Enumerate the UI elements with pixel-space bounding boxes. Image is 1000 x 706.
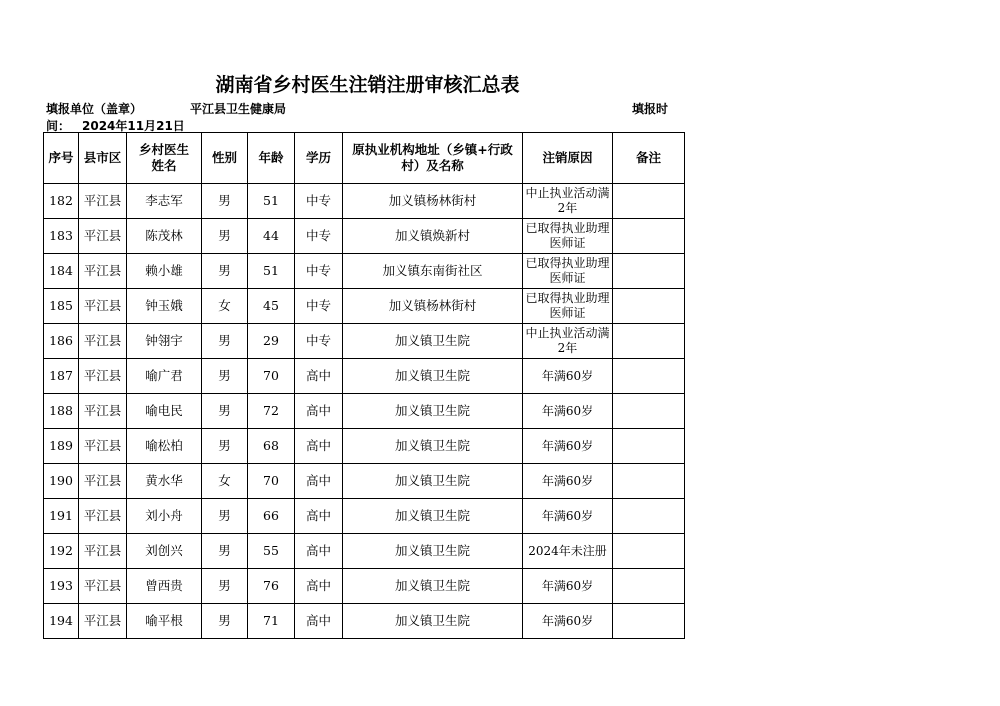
cell-address: 加义镇卫生院 — [343, 429, 523, 464]
cell-name: 曾西贵 — [127, 569, 202, 604]
table-row — [44, 604, 685, 639]
cell-reason: 年满60岁 — [523, 359, 613, 394]
cell-gender: 男 — [202, 254, 248, 289]
document-title: 湖南省乡村医生注销注册审核汇总表 — [215, 74, 520, 96]
cell-reason: 年满60岁 — [523, 464, 613, 499]
header-county: 县市区 — [79, 133, 127, 184]
cell-reason: 中止执业活动满2年 — [523, 184, 613, 219]
cell-remark — [613, 464, 685, 499]
cell-reason: 中止执业活动满2年 — [523, 324, 613, 359]
summary-table — [43, 132, 685, 639]
cell-seq: 185 — [44, 289, 79, 324]
cell-seq: 188 — [44, 394, 79, 429]
cell-gender: 男 — [202, 499, 248, 534]
unit-label: 填报单位（盖章） — [46, 102, 143, 116]
cell-age: 72 — [248, 394, 295, 429]
cell-education: 高中 — [295, 534, 343, 569]
table-row — [44, 289, 685, 324]
table-row — [44, 219, 685, 254]
header-reason: 注销原因 — [523, 133, 613, 184]
cell-education: 高中 — [295, 499, 343, 534]
cell-gender: 女 — [202, 289, 248, 324]
table-row — [44, 184, 685, 219]
cell-education: 中专 — [295, 254, 343, 289]
cell-reason: 年满60岁 — [523, 569, 613, 604]
header-seq: 序号 — [44, 133, 79, 184]
cell-county: 平江县 — [79, 254, 127, 289]
cell-address: 加义镇卫生院 — [343, 464, 523, 499]
cell-gender: 男 — [202, 359, 248, 394]
cell-address: 加义镇杨林街村 — [343, 184, 523, 219]
cell-gender: 女 — [202, 464, 248, 499]
cell-age: 71 — [248, 604, 295, 639]
cell-seq: 194 — [44, 604, 79, 639]
cell-education: 高中 — [295, 394, 343, 429]
cell-reason: 已取得执业助理医师证 — [523, 254, 613, 289]
cell-remark — [613, 604, 685, 639]
cell-address: 加义镇东南街社区 — [343, 254, 523, 289]
time-label-part1: 填报时 — [632, 102, 669, 116]
table-row — [44, 534, 685, 569]
cell-county: 平江县 — [79, 219, 127, 254]
cell-education: 中专 — [295, 219, 343, 254]
cell-gender: 男 — [202, 569, 248, 604]
cell-address: 加义镇卫生院 — [343, 569, 523, 604]
cell-gender: 男 — [202, 219, 248, 254]
cell-county: 平江县 — [79, 464, 127, 499]
cell-address: 加义镇卫生院 — [343, 394, 523, 429]
cell-age: 76 — [248, 569, 295, 604]
cell-name: 刘小舟 — [127, 499, 202, 534]
cell-seq: 187 — [44, 359, 79, 394]
cell-address: 加义镇卫生院 — [343, 604, 523, 639]
cell-county: 平江县 — [79, 499, 127, 534]
cell-county: 平江县 — [79, 604, 127, 639]
header-remark: 备注 — [613, 133, 685, 184]
cell-education: 高中 — [295, 604, 343, 639]
cell-county: 平江县 — [79, 324, 127, 359]
cell-name: 李志军 — [127, 184, 202, 219]
cell-county: 平江县 — [79, 534, 127, 569]
cell-remark — [613, 219, 685, 254]
cell-seq: 190 — [44, 464, 79, 499]
cell-name: 喻广君 — [127, 359, 202, 394]
cell-address: 加义镇杨林街村 — [343, 289, 523, 324]
cell-seq: 184 — [44, 254, 79, 289]
table-row — [44, 569, 685, 604]
cell-county: 平江县 — [79, 569, 127, 604]
cell-gender: 男 — [202, 604, 248, 639]
cell-name: 赖小雄 — [127, 254, 202, 289]
table-row — [44, 499, 685, 534]
table-header-row — [44, 133, 685, 184]
cell-education: 高中 — [295, 359, 343, 394]
cell-name: 喻松柏 — [127, 429, 202, 464]
cell-seq: 183 — [44, 219, 79, 254]
table-row — [44, 359, 685, 394]
cell-address: 加义镇卫生院 — [343, 324, 523, 359]
table-body — [44, 184, 685, 639]
table-row — [44, 429, 685, 464]
cell-gender: 男 — [202, 534, 248, 569]
cell-name: 陈茂林 — [127, 219, 202, 254]
cell-county: 平江县 — [79, 359, 127, 394]
cell-county: 平江县 — [79, 429, 127, 464]
cell-remark — [613, 359, 685, 394]
date-value: 2024年11月21日 — [82, 119, 185, 133]
cell-county: 平江县 — [79, 394, 127, 429]
cell-education: 高中 — [295, 464, 343, 499]
cell-age: 51 — [248, 254, 295, 289]
cell-gender: 男 — [202, 324, 248, 359]
cell-remark — [613, 499, 685, 534]
time-label-part2: 间： — [46, 119, 71, 133]
cell-name: 钟翎宇 — [127, 324, 202, 359]
cell-education: 高中 — [295, 429, 343, 464]
cell-age: 70 — [248, 359, 295, 394]
cell-seq: 182 — [44, 184, 79, 219]
cell-seq: 189 — [44, 429, 79, 464]
cell-county: 平江县 — [79, 289, 127, 324]
cell-name: 喻平根 — [127, 604, 202, 639]
cell-reason: 年满60岁 — [523, 394, 613, 429]
cell-age: 51 — [248, 184, 295, 219]
table-row — [44, 324, 685, 359]
header-education: 学历 — [295, 133, 343, 184]
cell-remark — [613, 429, 685, 464]
cell-name: 刘创兴 — [127, 534, 202, 569]
cell-remark — [613, 569, 685, 604]
cell-gender: 男 — [202, 394, 248, 429]
cell-name: 喻电民 — [127, 394, 202, 429]
cell-reason: 已取得执业助理医师证 — [523, 219, 613, 254]
cell-address: 加义镇焕新村 — [343, 219, 523, 254]
cell-remark — [613, 324, 685, 359]
cell-remark — [613, 289, 685, 324]
cell-remark — [613, 184, 685, 219]
cell-county: 平江县 — [79, 184, 127, 219]
cell-reason: 2024年未注册 — [523, 534, 613, 569]
cell-name: 黄水华 — [127, 464, 202, 499]
cell-age: 68 — [248, 429, 295, 464]
cell-age: 45 — [248, 289, 295, 324]
cell-gender: 男 — [202, 184, 248, 219]
cell-education: 中专 — [295, 324, 343, 359]
header-gender: 性别 — [202, 133, 248, 184]
cell-seq: 193 — [44, 569, 79, 604]
cell-remark — [613, 394, 685, 429]
cell-education: 中专 — [295, 289, 343, 324]
header-name: 乡村医生姓名 — [127, 133, 202, 184]
cell-age: 55 — [248, 534, 295, 569]
cell-gender: 男 — [202, 429, 248, 464]
table-row — [44, 254, 685, 289]
cell-address: 加义镇卫生院 — [343, 359, 523, 394]
cell-age: 70 — [248, 464, 295, 499]
cell-age: 66 — [248, 499, 295, 534]
cell-education: 高中 — [295, 569, 343, 604]
cell-age: 29 — [248, 324, 295, 359]
header-address: 原执业机构地址（乡镇+行政村）及名称 — [343, 133, 523, 184]
cell-reason: 年满60岁 — [523, 429, 613, 464]
cell-name: 钟玉娥 — [127, 289, 202, 324]
cell-seq: 186 — [44, 324, 79, 359]
cell-remark — [613, 534, 685, 569]
table-row — [44, 464, 685, 499]
cell-reason: 年满60岁 — [523, 604, 613, 639]
cell-seq: 192 — [44, 534, 79, 569]
header-age: 年龄 — [248, 133, 295, 184]
cell-address: 加义镇卫生院 — [343, 499, 523, 534]
unit-value: 平江县卫生健康局 — [190, 102, 287, 116]
cell-remark — [613, 254, 685, 289]
cell-age: 44 — [248, 219, 295, 254]
cell-education: 中专 — [295, 184, 343, 219]
cell-reason: 已取得执业助理医师证 — [523, 289, 613, 324]
cell-seq: 191 — [44, 499, 79, 534]
cell-reason: 年满60岁 — [523, 499, 613, 534]
cell-address: 加义镇卫生院 — [343, 534, 523, 569]
table-row — [44, 394, 685, 429]
